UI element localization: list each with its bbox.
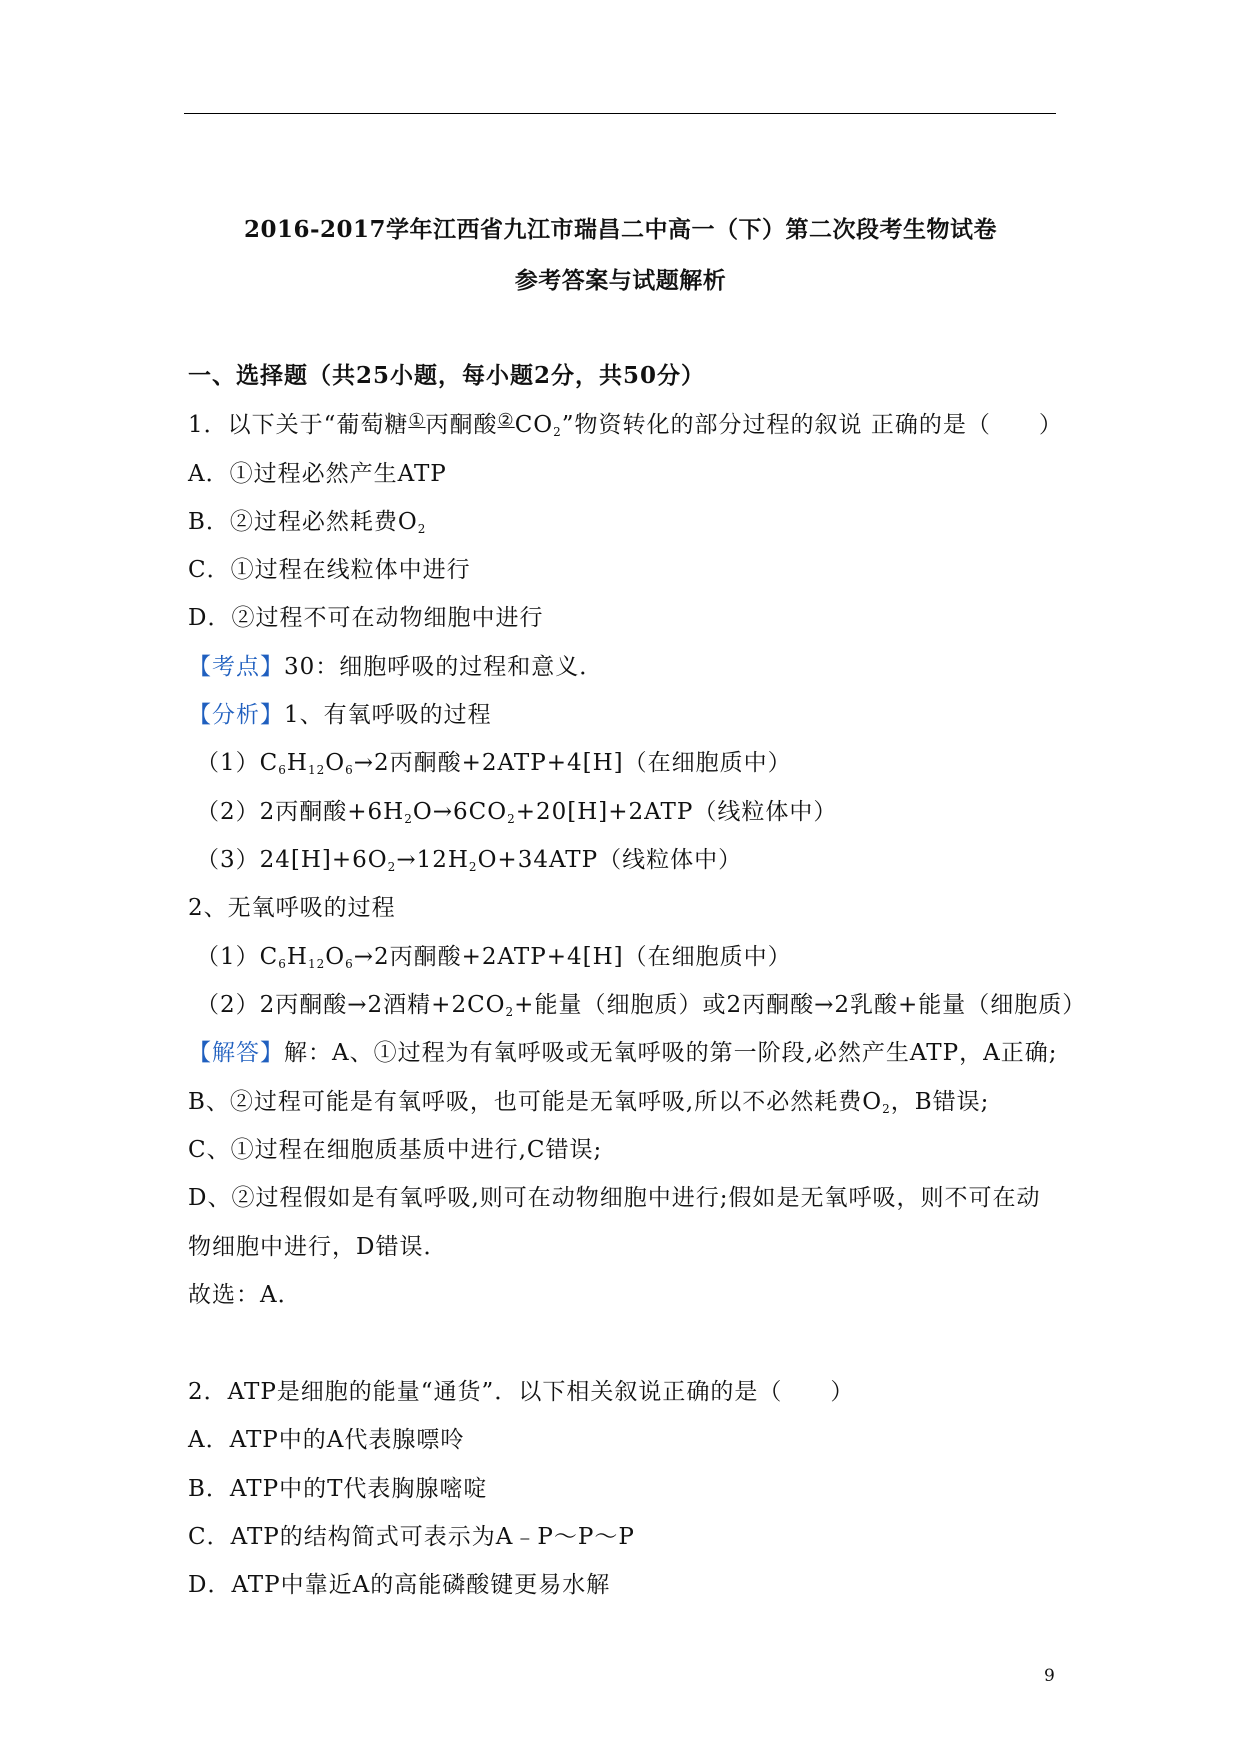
aerobic-step-1: $(1)C_6H_{12}O_6\to 2$丙酮酸+2ATP+4[H]（在细胞质中） (196, 750, 792, 777)
q1-jieda-b: B、②过程可能是有氧呼吸，也可能是无氧呼吸,所以不必然耗费$O_2$，B错误; (188, 1089, 990, 1116)
q1-jieda-d1: D、②过程假如是有氧呼吸,则可在动物细胞中进行;假如是无氧呼吸，则不可在动 (188, 1185, 1041, 1211)
q1-option-c: C．①过程在线粒体中进行 (188, 557, 471, 583)
q1-jieda-a: 【解答】解：A、①过程为有氧呼吸或无氧呼吸的第一阶段,必然产生ATP，A正确; (188, 1040, 1058, 1066)
q1-option-b: B．②过程必然耗费$O_2$ (188, 509, 427, 536)
question-1-stem: 1．以下关于“葡萄糖①丙酮酸$^②CO_2$”物资转化的部分过程的叙说 正确的是（ ） (188, 410, 1063, 439)
section-heading: 一、选择题（共25小题，每小题2分，共50分） (188, 362, 706, 389)
header-rule (184, 113, 1056, 114)
question-2-stem: 2．ATP是细胞的能量“通货”．以下相关叙说正确的是（ ） (188, 1379, 855, 1405)
q1-answer: 故选：A． (188, 1282, 302, 1308)
q1-jieda-d2: 物细胞中进行，D错误． (188, 1234, 448, 1260)
q2-option-b: B．ATP中的T代表胸腺嘧啶 (188, 1476, 488, 1502)
anaerobic-step-1: $(1)C_6H_{12}O_6\to 2$丙酮酸+2ATP+4[H]（在细胞质中） (196, 944, 792, 971)
document-title: 2016-2017学年江西省九江市瑞昌二中高一（下）第二次段考生物试卷 (243, 216, 998, 243)
circled-two-arrow: ② (497, 410, 515, 431)
q1-kaodian: 【考点】30：细胞呼吸的过程和意义． (188, 654, 604, 680)
document-subtitle: 参考答案与试题解析 (514, 267, 727, 294)
anaerobic-step-2: （2）2丙酮酸→2酒精$+2CO_2+$能量（细胞质）或2丙酮酸→2乳酸+能量（细胞质） (196, 992, 1087, 1019)
q1-option-a: A．①过程必然产生ATP (188, 461, 447, 487)
q1-fenxi: 【分析】1、有氧呼吸的过程 (188, 702, 492, 728)
q2-option-a: A．ATP中的A代表腺嘌呤 (188, 1427, 465, 1453)
aerobic-step-3: $(3)24[H]+6O_2\to 12H_2O+34ATP$（线粒体中） (196, 847, 743, 874)
aerobic-step-2: （2）2丙酮酸$+6H_2O\to 6CO_2+20[H]+2ATP$（线粒体中） (196, 799, 838, 826)
anaerobic-title: 2、无氧呼吸的过程 (188, 895, 396, 921)
q1-jieda-c: C、①过程在细胞质基质中进行,C错误; (188, 1137, 603, 1163)
page-number: 9 (1044, 1666, 1055, 1686)
q2-option-c: C．ATP的结构简式可表示为A﹣P～P～P (188, 1524, 635, 1550)
q1-option-d: D．②过程不可在动物细胞中进行 (188, 605, 544, 631)
circled-one-arrow: ① (408, 410, 426, 431)
q2-option-d: D．ATP中靠近A的高能磷酸键更易水解 (188, 1572, 611, 1598)
